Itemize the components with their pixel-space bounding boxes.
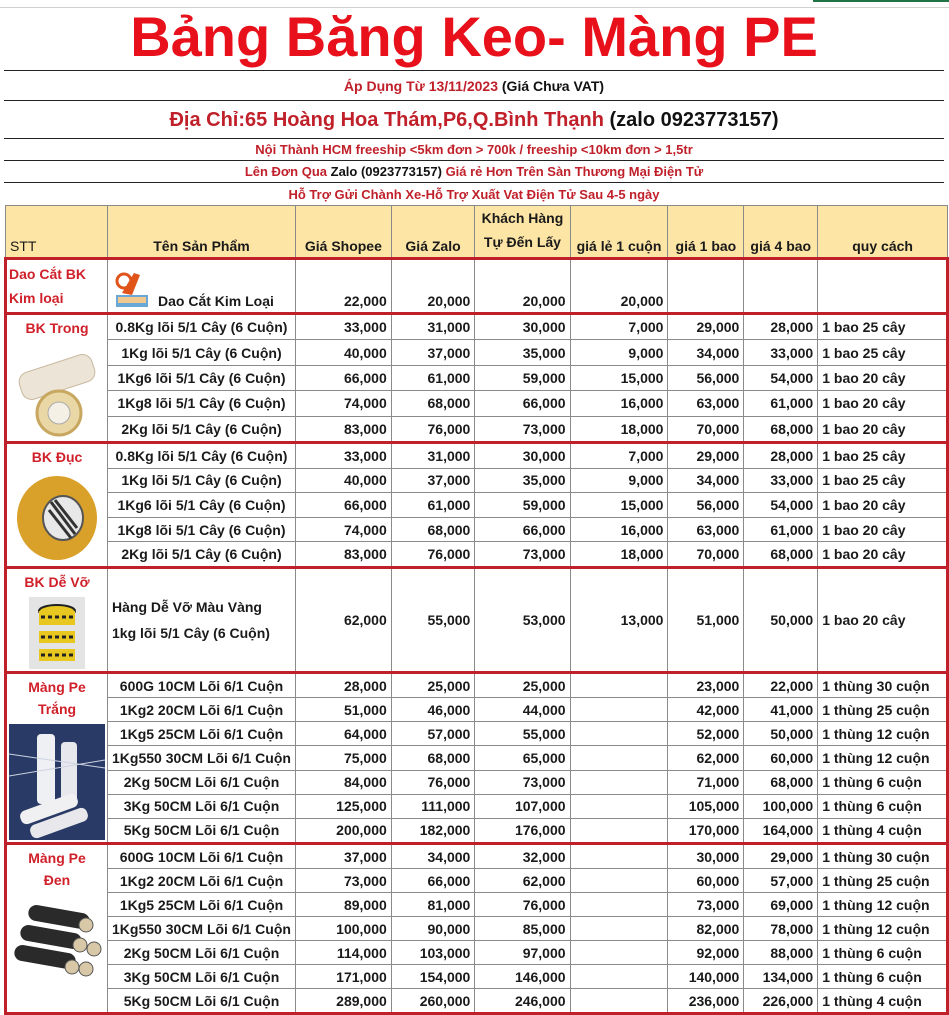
table-row	[6, 770, 948, 794]
retail-price: 9,000	[570, 468, 668, 493]
bag4-price: 57,000	[744, 869, 818, 893]
pack-spec: 1 thùng 4 cuộn	[818, 989, 948, 1014]
zalo-price: 76,000	[391, 542, 475, 568]
shopee-price: 33,000	[295, 314, 391, 340]
product-name: 1Kg lõi 5/1 Cây (6 Cuộn)	[108, 468, 296, 493]
pack-spec: 1 thùng 6 cuộn	[818, 794, 948, 818]
pickup-price: 146,000	[475, 965, 570, 989]
category-label: Dao Cắt BK Kim loại	[9, 266, 87, 306]
bag1-price: 52,000	[668, 722, 744, 746]
pickup-price: 73,000	[475, 770, 570, 794]
pack-spec: 1 bao 20 cây	[818, 391, 948, 416]
pickup-price: 176,000	[475, 818, 570, 843]
retail-price	[570, 794, 668, 818]
product-name-line2: 1kg lõi 5/1 Cây (6 Cuộn)	[112, 625, 270, 641]
pickup-price: 76,000	[475, 893, 570, 917]
category-cell	[6, 844, 108, 1014]
category-label: BK Dễ Vỡ	[24, 574, 90, 590]
zalo-price: 61,000	[391, 365, 475, 390]
retail-price: 9,000	[570, 340, 668, 365]
table-row	[6, 443, 948, 469]
bag4-price: 22,000	[744, 673, 818, 698]
shopee-price: 74,000	[295, 391, 391, 416]
col-header-product-name: Tên Sản Phẩm	[108, 206, 296, 259]
bag4-price: 226,000	[744, 989, 818, 1014]
bag1-price: 42,000	[668, 698, 744, 722]
bag4-price: 78,000	[744, 917, 818, 941]
product-name: 1Kg550 30CM Lõi 6/1 Cuộn	[108, 917, 296, 941]
pack-spec: 1 thùng 30 cuộn	[818, 844, 948, 869]
retail-price	[570, 722, 668, 746]
zalo-price: 34,000	[391, 844, 475, 869]
shopee-price: 84,000	[295, 770, 391, 794]
product-name: 600G 10CM Lõi 6/1 Cuộn	[108, 844, 296, 869]
category-cell	[6, 314, 108, 443]
shipping-row	[4, 138, 944, 161]
pack-spec: 1 bao 25 cây	[818, 340, 948, 365]
selected-cell-indicator	[813, 0, 949, 2]
tape-dispenser-icon	[112, 269, 152, 309]
retail-price: 20,000	[570, 259, 668, 314]
table-row	[6, 965, 948, 989]
order-row	[4, 160, 944, 183]
retail-price: 15,000	[570, 365, 668, 390]
pickup-price: 59,000	[475, 493, 570, 518]
col-header-stt: STT	[6, 206, 108, 259]
table-row	[6, 314, 948, 340]
shopee-price: 200,000	[295, 818, 391, 843]
apply-date: Áp Dụng Từ 13/11/2023	[343, 78, 498, 94]
product-name: 2Kg lõi 5/1 Cây (6 Cuộn)	[108, 542, 296, 568]
pickup-price: 53,000	[475, 568, 570, 673]
table-row	[6, 391, 948, 416]
shopee-price: 100,000	[295, 917, 391, 941]
bag4-price: 164,000	[744, 818, 818, 843]
bag1-price: 82,000	[668, 917, 744, 941]
col-header-pickup-label: Khách Hàng Tự Đến Lấy	[481, 210, 564, 250]
product-name: 2Kg 50CM Lõi 6/1 Cuộn	[108, 941, 296, 965]
retail-price	[570, 770, 668, 794]
product-name: 1Kg550 30CM Lõi 6/1 Cuộn	[108, 746, 296, 770]
product-name: 1Kg8 lõi 5/1 Cây (6 Cuộn)	[108, 391, 296, 416]
pickup-price: 35,000	[475, 468, 570, 493]
pack-spec: 1 bao 25 cây	[818, 443, 948, 469]
table-row	[6, 568, 948, 673]
pack-spec	[818, 259, 948, 314]
bag1-price	[668, 259, 744, 314]
bag1-price: 60,000	[668, 869, 744, 893]
shopee-price: 75,000	[295, 746, 391, 770]
zalo-price: 25,000	[391, 673, 475, 698]
bag4-price: 61,000	[744, 391, 818, 416]
product-name: 2Kg lõi 5/1 Cây (6 Cuộn)	[108, 416, 296, 442]
category-cell	[6, 568, 108, 673]
zalo-price: 20,000	[391, 259, 475, 314]
product-name: 1Kg5 25CM Lõi 6/1 Cuộn	[108, 722, 296, 746]
order-suffix: Giá rẻ Hơn Trên Sàn Thương Mại Điện Tử	[445, 164, 704, 179]
pickup-price: 73,000	[475, 416, 570, 442]
retail-price: 13,000	[570, 568, 668, 673]
product-name: 3Kg 50CM Lõi 6/1 Cuộn	[108, 965, 296, 989]
pickup-price: 44,000	[475, 698, 570, 722]
bag1-price: 34,000	[668, 468, 744, 493]
retail-price	[570, 746, 668, 770]
product-name	[108, 568, 296, 673]
shopee-price: 74,000	[295, 517, 391, 542]
pack-spec: 1 bao 20 cây	[818, 365, 948, 390]
black-stretch-film-icon	[10, 895, 104, 985]
bag1-price: 29,000	[668, 314, 744, 340]
bag1-price: 56,000	[668, 493, 744, 518]
zalo-price: 81,000	[391, 893, 475, 917]
pickup-price: 107,000	[475, 794, 570, 818]
retail-price	[570, 893, 668, 917]
vat-note: (Giá Chưa VAT)	[501, 78, 605, 94]
pack-spec: 1 thùng 12 cuộn	[818, 722, 948, 746]
bag4-price: 54,000	[744, 493, 818, 518]
pack-spec: 1 bao 20 cây	[818, 542, 948, 568]
bag1-price: 70,000	[668, 542, 744, 568]
pickup-price: 66,000	[475, 517, 570, 542]
table-row	[6, 673, 948, 698]
col-header-shopee-price: Giá Shopee	[295, 206, 391, 259]
pickup-price: 30,000	[475, 314, 570, 340]
product-name: 1Kg6 lõi 5/1 Cây (6 Cuộn)	[108, 365, 296, 390]
pack-spec: 1 thùng 4 cuộn	[818, 818, 948, 843]
bag1-price: 62,000	[668, 746, 744, 770]
pickup-price: 59,000	[475, 365, 570, 390]
pack-spec: 1 thùng 30 cuộn	[818, 673, 948, 698]
retail-price	[570, 698, 668, 722]
pickup-price: 25,000	[475, 673, 570, 698]
clear-tape-icon	[13, 343, 101, 439]
product-name: 1Kg2 20CM Lõi 6/1 Cuộn	[108, 869, 296, 893]
category-label: Màng Pe Đen	[28, 850, 86, 888]
bag1-price: 63,000	[668, 391, 744, 416]
col-header-zalo-price: Giá Zalo	[391, 206, 475, 259]
table-row	[6, 259, 948, 314]
pickup-price: 65,000	[475, 746, 570, 770]
table-row	[6, 542, 948, 568]
shopee-price: 62,000	[295, 568, 391, 673]
pack-spec: 1 thùng 12 cuộn	[818, 746, 948, 770]
pack-spec: 1 bao 20 cây	[818, 493, 948, 518]
bag4-price: 88,000	[744, 941, 818, 965]
bag4-price: 41,000	[744, 698, 818, 722]
category-cell	[6, 443, 108, 568]
support-row	[4, 182, 944, 206]
zalo-price: 68,000	[391, 391, 475, 416]
bag1-price: 92,000	[668, 941, 744, 965]
table-row	[6, 989, 948, 1014]
pack-spec: 1 bao 25 cây	[818, 468, 948, 493]
zalo-price: 37,000	[391, 340, 475, 365]
pickup-price: 97,000	[475, 941, 570, 965]
zalo-price: 68,000	[391, 517, 475, 542]
bag4-price: 134,000	[744, 965, 818, 989]
bag4-price: 50,000	[744, 568, 818, 673]
retail-price: 16,000	[570, 391, 668, 416]
bag1-price: 236,000	[668, 989, 744, 1014]
retail-price	[570, 965, 668, 989]
pack-spec: 1 thùng 25 cuộn	[818, 698, 948, 722]
col-header-retail-price: giá lẻ 1 cuộn	[570, 206, 668, 259]
shipping-info: Nội Thành HCM freeship <5km đơn > 700k / freeship <10km đơn > 1,5tr	[255, 142, 693, 157]
bag1-price: 105,000	[668, 794, 744, 818]
bag1-price: 70,000	[668, 416, 744, 442]
bag1-price: 23,000	[668, 673, 744, 698]
bag4-price: 33,000	[744, 468, 818, 493]
bag1-price: 73,000	[668, 893, 744, 917]
table-row	[6, 941, 948, 965]
bag4-price: 68,000	[744, 542, 818, 568]
category-cell	[6, 673, 108, 844]
bag1-price: 29,000	[668, 443, 744, 469]
category-label: BK Đục	[31, 449, 83, 465]
zalo-price: 182,000	[391, 818, 475, 843]
order-zalo: Zalo (0923773157)	[330, 164, 442, 179]
support-info: Hỗ Trợ Gửi Chành Xe-Hỗ Trợ Xuất Vat Điện Tử Sau 4-5 ngày	[288, 187, 660, 202]
apply-date-row	[4, 70, 944, 101]
product-name: 600G 10CM Lõi 6/1 Cuộn	[108, 673, 296, 698]
bag1-price: 56,000	[668, 365, 744, 390]
zalo-price: 46,000	[391, 698, 475, 722]
shopee-price: 33,000	[295, 443, 391, 469]
retail-price	[570, 917, 668, 941]
fragile-tape-icon	[29, 597, 85, 669]
bag4-price: 28,000	[744, 443, 818, 469]
shopee-price: 37,000	[295, 844, 391, 869]
table-row	[6, 722, 948, 746]
bag4-price: 60,000	[744, 746, 818, 770]
page-title: Bảng Băng Keo- Màng PE	[130, 5, 818, 68]
table-row	[6, 517, 948, 542]
pack-spec: 1 bao 20 cây	[818, 517, 948, 542]
pack-spec: 1 thùng 25 cuộn	[818, 869, 948, 893]
pickup-price: 20,000	[475, 259, 570, 314]
bag1-price: 71,000	[668, 770, 744, 794]
product-name: 1Kg lõi 5/1 Cây (6 Cuộn)	[108, 340, 296, 365]
retail-price	[570, 941, 668, 965]
pickup-price: 35,000	[475, 340, 570, 365]
zalo-price: 68,000	[391, 746, 475, 770]
pack-spec: 1 thùng 12 cuộn	[818, 917, 948, 941]
table-row	[6, 340, 948, 365]
bag1-price: 170,000	[668, 818, 744, 843]
product-name: 1Kg2 20CM Lõi 6/1 Cuộn	[108, 698, 296, 722]
bag4-price: 33,000	[744, 340, 818, 365]
product-name: 5Kg 50CM Lõi 6/1 Cuộn	[108, 818, 296, 843]
product-name: 5Kg 50CM Lõi 6/1 Cuộn	[108, 989, 296, 1014]
pack-spec: 1 bao 20 cây	[818, 568, 948, 673]
bag1-price: 30,000	[668, 844, 744, 869]
retail-price: 7,000	[570, 443, 668, 469]
product-name: 1Kg6 lõi 5/1 Cây (6 Cuộn)	[108, 493, 296, 518]
retail-price: 18,000	[570, 416, 668, 442]
pickup-price: 62,000	[475, 869, 570, 893]
brown-tape-icon	[13, 472, 101, 564]
pack-spec: 1 thùng 6 cuộn	[818, 941, 948, 965]
product-name: 0.8Kg lõi 5/1 Cây (6 Cuộn)	[108, 443, 296, 469]
col-header-bag1-price: giá 1 bao	[668, 206, 744, 259]
pack-spec: 1 thùng 12 cuộn	[818, 893, 948, 917]
pickup-price: 73,000	[475, 542, 570, 568]
product-name-text: Dao Cắt Kim Loại	[158, 293, 274, 309]
pack-spec: 1 thùng 6 cuộn	[818, 965, 948, 989]
zalo-price: 90,000	[391, 917, 475, 941]
category-label: Màng Pe Trắng	[28, 679, 86, 717]
white-stretch-film-icon	[9, 724, 105, 840]
pack-spec: 1 bao 20 cây	[818, 416, 948, 442]
zalo-price: 103,000	[391, 941, 475, 965]
zalo-price: 37,000	[391, 468, 475, 493]
zalo-price: 260,000	[391, 989, 475, 1014]
bag1-price: 51,000	[668, 568, 744, 673]
shopee-price: 89,000	[295, 893, 391, 917]
zalo-price: 61,000	[391, 493, 475, 518]
retail-price: 7,000	[570, 314, 668, 340]
order-prefix: Lên Đơn Qua	[244, 164, 328, 179]
shopee-price: 66,000	[295, 365, 391, 390]
pickup-price: 55,000	[475, 722, 570, 746]
col-header-bag4-price: giá 4 bao	[744, 206, 818, 259]
zalo-price: 76,000	[391, 770, 475, 794]
shopee-price: 289,000	[295, 989, 391, 1014]
shopee-price: 83,000	[295, 542, 391, 568]
retail-price	[570, 673, 668, 698]
category-cell	[6, 259, 108, 314]
col-header-pickup-price	[475, 206, 570, 259]
shopee-price: 125,000	[295, 794, 391, 818]
pickup-price: 246,000	[475, 989, 570, 1014]
bag4-price: 29,000	[744, 844, 818, 869]
table-row	[6, 493, 948, 518]
bag4-price	[744, 259, 818, 314]
retail-price: 18,000	[570, 542, 668, 568]
bag4-price: 68,000	[744, 770, 818, 794]
table-row	[6, 893, 948, 917]
shopee-price: 64,000	[295, 722, 391, 746]
table-row	[6, 917, 948, 941]
retail-price	[570, 869, 668, 893]
table-row	[6, 746, 948, 770]
table-row	[6, 416, 948, 442]
retail-price: 16,000	[570, 517, 668, 542]
shopee-price: 51,000	[295, 698, 391, 722]
table-row	[6, 365, 948, 390]
shopee-price: 83,000	[295, 416, 391, 442]
bag4-price: 69,000	[744, 893, 818, 917]
product-name: 3Kg 50CM Lõi 6/1 Cuộn	[108, 794, 296, 818]
retail-price	[570, 844, 668, 869]
table-row	[6, 468, 948, 493]
product-name	[108, 259, 296, 314]
shopee-price: 66,000	[295, 493, 391, 518]
bag4-price: 28,000	[744, 314, 818, 340]
retail-price	[570, 818, 668, 843]
product-name-line1: Hàng Dễ Vỡ Màu Vàng	[112, 599, 262, 615]
bag1-price: 140,000	[668, 965, 744, 989]
zalo-price: 154,000	[391, 965, 475, 989]
address: Địa Chỉ:65 Hoàng Hoa Thám,P6,Q.Bình Thạnh	[169, 109, 604, 131]
shopee-price: 22,000	[295, 259, 391, 314]
table-row	[6, 869, 948, 893]
bag1-price: 34,000	[668, 340, 744, 365]
table-row	[6, 818, 948, 843]
bag4-price: 61,000	[744, 517, 818, 542]
bag4-price: 50,000	[744, 722, 818, 746]
bag4-price: 100,000	[744, 794, 818, 818]
shopee-price: 40,000	[295, 468, 391, 493]
bag4-price: 68,000	[744, 416, 818, 442]
zalo-price: 55,000	[391, 568, 475, 673]
table-row	[6, 698, 948, 722]
retail-price	[570, 989, 668, 1014]
bag4-price: 54,000	[744, 365, 818, 390]
pickup-price: 32,000	[475, 844, 570, 869]
pickup-price: 66,000	[475, 391, 570, 416]
shopee-price: 40,000	[295, 340, 391, 365]
retail-price: 15,000	[570, 493, 668, 518]
zalo-contact: (zalo 0923773157)	[609, 109, 779, 131]
zalo-price: 31,000	[391, 443, 475, 469]
product-name: 1Kg8 lõi 5/1 Cây (6 Cuộn)	[108, 517, 296, 542]
product-name: 2Kg 50CM Lõi 6/1 Cuộn	[108, 770, 296, 794]
pack-spec: 1 bao 25 cây	[818, 314, 948, 340]
category-label: BK Trong	[25, 320, 89, 336]
shopee-price: 28,000	[295, 673, 391, 698]
zalo-price: 111,000	[391, 794, 475, 818]
product-name: 1Kg5 25CM Lõi 6/1 Cuộn	[108, 893, 296, 917]
col-header-spec: quy cách	[818, 206, 948, 259]
pickup-price: 85,000	[475, 917, 570, 941]
shopee-price: 73,000	[295, 869, 391, 893]
table-row	[6, 844, 948, 869]
product-name: 0.8Kg lõi 5/1 Cây (6 Cuộn)	[108, 314, 296, 340]
table-row	[6, 794, 948, 818]
shopee-price: 114,000	[295, 941, 391, 965]
zalo-price: 31,000	[391, 314, 475, 340]
zalo-price: 66,000	[391, 869, 475, 893]
pickup-price: 30,000	[475, 443, 570, 469]
shopee-price: 171,000	[295, 965, 391, 989]
price-table	[4, 205, 949, 1015]
pack-spec: 1 thùng 6 cuộn	[818, 770, 948, 794]
zalo-price: 76,000	[391, 416, 475, 442]
address-row	[4, 100, 944, 139]
bag1-price: 63,000	[668, 517, 744, 542]
zalo-price: 57,000	[391, 722, 475, 746]
